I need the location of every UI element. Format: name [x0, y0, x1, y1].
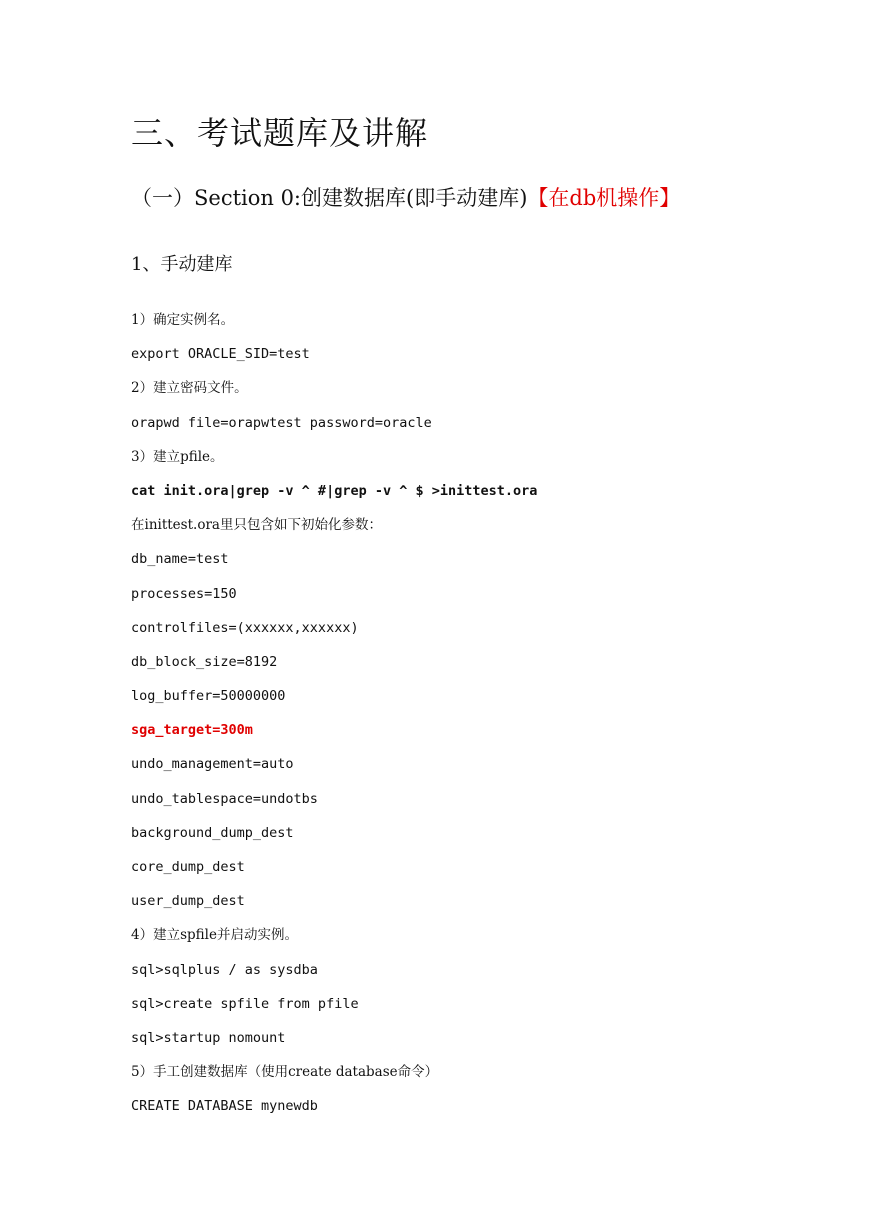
- code-line-bold: cat init.ora|grep -v ^ #|grep -v ^ $ >inittest.ora: [131, 482, 538, 499]
- parameter-line: undo_management=auto: [131, 756, 294, 773]
- parameter-line: controlfiles=(xxxxxx,xxxxxx): [131, 619, 359, 636]
- parameter-line: log_buffer=50000000: [131, 688, 286, 705]
- parameter-line: db_name=test: [131, 551, 229, 568]
- code-line: CREATE DATABASE mynewdb: [131, 1098, 318, 1115]
- code-line: orapwd file=orapwtest password=oracle: [131, 414, 432, 431]
- step-4-text: 4）建立spfile并启动实例。: [131, 927, 298, 944]
- code-line: sql>create spfile from pfile: [131, 995, 359, 1012]
- parameter-line: user_dump_dest: [131, 893, 245, 910]
- step-3-text: 3）建立pfile。: [131, 448, 224, 465]
- parameter-line: undo_tablespace=undotbs: [131, 790, 318, 807]
- step-2-text: 2）建立密码文件。: [131, 380, 248, 397]
- section-heading-text: （一）Section 0:创建数据库(即手动建库): [131, 186, 528, 210]
- parameter-line: processes=150: [131, 585, 237, 602]
- code-line: sql>sqlplus / as sysdba: [131, 961, 318, 978]
- step-1-text: 1）确定实例名。: [131, 312, 235, 328]
- parameter-line: background_dump_dest: [131, 824, 294, 841]
- page-title: 三、考试题库及讲解: [131, 114, 429, 152]
- parameter-line: db_block_size=8192: [131, 653, 278, 670]
- section-heading-note: 【在db机操作】: [527, 186, 681, 210]
- parameter-line: core_dump_dest: [131, 859, 245, 875]
- content-lines: [131, 310, 831, 1131]
- code-line: sql>startup nomount: [131, 1029, 286, 1046]
- parameter-intro-text: 在inittest.ora里只包含如下初始化参数：: [131, 517, 382, 534]
- code-line: export ORACLE_SID=test: [131, 346, 310, 363]
- parameter-line-highlight: sga_target=300m: [131, 722, 253, 739]
- subsection-heading: 1、手动建库: [131, 254, 233, 275]
- section-heading: [131, 182, 680, 212]
- step-5-text: 5）手工创建数据库（使用create database命令）: [131, 1064, 439, 1081]
